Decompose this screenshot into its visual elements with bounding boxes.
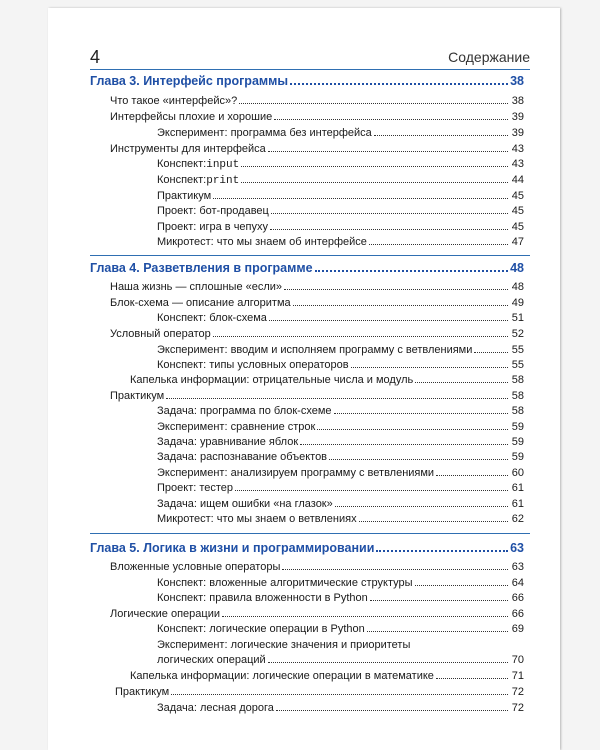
entry-page: 63 — [511, 561, 524, 573]
leader-dots — [293, 305, 508, 306]
entry-page: 70 — [511, 654, 524, 666]
entry-page: 45 — [511, 190, 524, 202]
chapter-page: 48 — [510, 261, 524, 275]
toc-entry-first-line: Эксперимент: логические значения и приоритеты — [157, 639, 411, 651]
entry-text: Практикум — [110, 390, 165, 402]
chapter-page: 38 — [510, 74, 524, 88]
running-header — [90, 47, 530, 69]
entry-text: Интерфейсы плохие и хорошие — [110, 111, 273, 123]
toc-entry — [157, 312, 524, 324]
toc-entry — [157, 344, 524, 356]
entry-page: 62 — [511, 513, 524, 525]
leader-dots — [436, 475, 508, 476]
entry-text: Проект: игра в чепуху — [157, 221, 268, 233]
chapter-page: 63 — [510, 541, 524, 555]
entry-text: Задача: программа по блок-схеме — [157, 405, 332, 417]
toc-entry — [110, 297, 524, 309]
leader-dots — [166, 398, 508, 399]
entry-text: логических операций — [157, 654, 266, 666]
toc-entry — [110, 111, 524, 123]
entry-page: 38 — [511, 95, 524, 107]
toc-entry — [157, 236, 524, 248]
entry-page: 43 — [511, 158, 524, 170]
entry-text: Условный оператор — [110, 328, 211, 340]
toc-entry — [157, 467, 524, 479]
toc-entry — [110, 95, 524, 107]
entry-text: Вложенные условные операторы — [110, 561, 281, 573]
toc-entry — [157, 592, 524, 604]
entry-page: 58 — [511, 390, 524, 402]
entry-text: Капелька информации: отрицательные числа и модуль — [130, 374, 414, 386]
chapter-rule — [90, 255, 530, 256]
entry-text: Микротест: что мы знаем о ветвлениях — [157, 513, 357, 525]
page-number: 4 — [90, 47, 101, 67]
entry-text: Блок-схема — описание алгоритма — [110, 297, 291, 309]
entry-code: print — [206, 175, 240, 187]
leader-dots — [235, 490, 508, 491]
leader-dots — [268, 151, 508, 152]
leader-dots — [315, 270, 508, 272]
toc-entry — [110, 561, 524, 573]
leader-dots — [335, 506, 508, 507]
toc-entry — [157, 421, 524, 433]
entry-page: 72 — [511, 686, 524, 698]
chapter-title: Глава 3. Интерфейс программы — [90, 74, 289, 88]
leader-dots — [374, 135, 508, 136]
entry-text: Инструменты для интерфейса — [110, 143, 266, 155]
entry-text: Задача: распознавание объектов — [157, 451, 328, 463]
entry-page: 39 — [511, 111, 524, 123]
leader-dots — [268, 662, 508, 663]
toc-entry — [110, 143, 524, 155]
entry-text: Что такое «интерфейс»? — [110, 95, 238, 107]
leader-dots — [241, 182, 508, 183]
entry-text: Конспект: блок-схема — [157, 312, 267, 324]
entry-page: 60 — [511, 467, 524, 479]
entry-text: Проект: бот-продавец — [157, 205, 269, 217]
leader-dots — [274, 119, 508, 120]
toc-entry — [157, 205, 524, 217]
leader-dots — [300, 444, 508, 445]
toc-entry — [157, 190, 524, 202]
leader-dots — [334, 413, 508, 414]
toc-chapter-4 — [90, 261, 524, 275]
leader-dots — [436, 678, 508, 679]
toc-entry — [157, 405, 524, 417]
leader-dots — [317, 429, 508, 430]
toc-entry — [157, 221, 524, 233]
leader-dots — [282, 569, 508, 570]
toc-entry — [157, 436, 524, 448]
chapter-rule — [90, 533, 530, 534]
toc-entry — [157, 451, 524, 463]
entry-page: 43 — [511, 143, 524, 155]
toc-entry — [157, 174, 524, 187]
entry-page: 72 — [511, 702, 524, 714]
toc-chapter-5 — [90, 541, 524, 555]
entry-page: 64 — [511, 577, 524, 589]
toc-entry — [157, 158, 524, 171]
toc-entry — [130, 670, 524, 682]
leader-dots — [369, 244, 508, 245]
leader-dots — [415, 585, 508, 586]
toc-entry — [110, 608, 524, 620]
leader-dots — [241, 166, 508, 167]
entry-page: 44 — [511, 174, 524, 186]
entry-page: 49 — [511, 297, 524, 309]
toc-entry — [157, 359, 524, 371]
section-title: Содержание — [448, 49, 530, 65]
leader-dots — [376, 550, 508, 552]
chapter-title: Глава 4. Разветвления в программе — [90, 261, 313, 275]
entry-page: 59 — [511, 451, 524, 463]
toc-chapter-3 — [90, 74, 524, 88]
toc-entry — [157, 498, 524, 510]
toc-entry — [157, 654, 524, 666]
toc-entry — [110, 390, 524, 402]
entry-page: 51 — [511, 312, 524, 324]
leader-dots — [370, 600, 508, 601]
leader-dots — [213, 336, 508, 337]
entry-text: Эксперимент: вводим и исполняем программу с ветвлениями — [157, 344, 473, 356]
entry-text: Практикум — [115, 686, 170, 698]
leader-dots — [271, 213, 508, 214]
entry-page: 58 — [511, 405, 524, 417]
leader-dots — [222, 616, 508, 617]
leader-dots — [415, 382, 508, 383]
toc-entry — [157, 702, 524, 714]
entry-page: 55 — [511, 344, 524, 356]
entry-page: 45 — [511, 221, 524, 233]
entry-page: 58 — [511, 374, 524, 386]
toc-entry — [157, 513, 524, 525]
toc-entry — [157, 127, 524, 139]
leader-dots — [239, 103, 508, 104]
leader-dots — [213, 198, 508, 199]
entry-page: 39 — [511, 127, 524, 139]
entry-page: 52 — [511, 328, 524, 340]
entry-page: 55 — [511, 359, 524, 371]
entry-text: Эксперимент: сравнение строк — [157, 421, 316, 433]
toc-entry — [157, 623, 524, 635]
entry-text: Конспект: — [157, 158, 207, 170]
entry-page: 61 — [511, 498, 524, 510]
leader-dots — [359, 521, 508, 522]
leader-dots — [290, 83, 508, 85]
entry-page: 45 — [511, 205, 524, 217]
entry-text: Логические операции — [110, 608, 220, 620]
entry-code: input — [206, 159, 240, 171]
entry-text: Конспект: логические операции в Python — [157, 623, 365, 635]
chapter-title: Глава 5. Логика в жизни и программировании — [90, 541, 375, 555]
entry-text: Конспект: правила вложенности в Python — [157, 592, 368, 604]
entry-page: 61 — [511, 482, 524, 494]
entry-page: 66 — [511, 592, 524, 604]
entry-text: Эксперимент: анализируем программу с ветвлениями — [157, 467, 435, 479]
entry-text: Задача: уравнивание яблок — [157, 436, 299, 448]
entry-page: 71 — [511, 670, 524, 682]
entry-page: 59 — [511, 421, 524, 433]
toc-entry — [110, 281, 524, 293]
entry-page: 59 — [511, 436, 524, 448]
entry-text: Эксперимент: программа без интерфейса — [157, 127, 372, 139]
leader-dots — [474, 352, 508, 353]
toc-entry — [110, 328, 524, 340]
entry-text: Проект: тестер — [157, 482, 234, 494]
leader-dots — [367, 631, 508, 632]
entry-page: 69 — [511, 623, 524, 635]
leader-dots — [329, 459, 508, 460]
header-rule — [90, 69, 530, 70]
toc-entry — [157, 482, 524, 494]
entry-page: 48 — [511, 281, 524, 293]
toc-entry — [115, 686, 524, 698]
toc-entry — [130, 374, 524, 386]
entry-text: Капелька информации: логические операции в математике — [130, 670, 434, 682]
entry-page: 66 — [511, 608, 524, 620]
entry-page: 47 — [511, 236, 524, 248]
entry-text: Наша жизнь — сплошные «если» — [110, 281, 283, 293]
entry-text: Задача: лесная дорога — [157, 702, 274, 714]
entry-text: Микротест: что мы знаем об интерфейсе — [157, 236, 367, 248]
entry-text: Конспект: — [157, 174, 207, 186]
leader-dots — [351, 367, 508, 368]
entry-text: Задача: ищем ошибки «на глазок» — [157, 498, 333, 510]
entry-text: Практикум — [157, 190, 212, 202]
toc-entry — [157, 577, 524, 589]
leader-dots — [284, 289, 508, 290]
leader-dots — [270, 229, 508, 230]
leader-dots — [171, 694, 508, 695]
entry-text: Конспект: типы условных операторов — [157, 359, 349, 371]
entry-text: Конспект: вложенные алгоритмические структуры — [157, 577, 413, 589]
leader-dots — [269, 320, 508, 321]
leader-dots — [276, 710, 508, 711]
